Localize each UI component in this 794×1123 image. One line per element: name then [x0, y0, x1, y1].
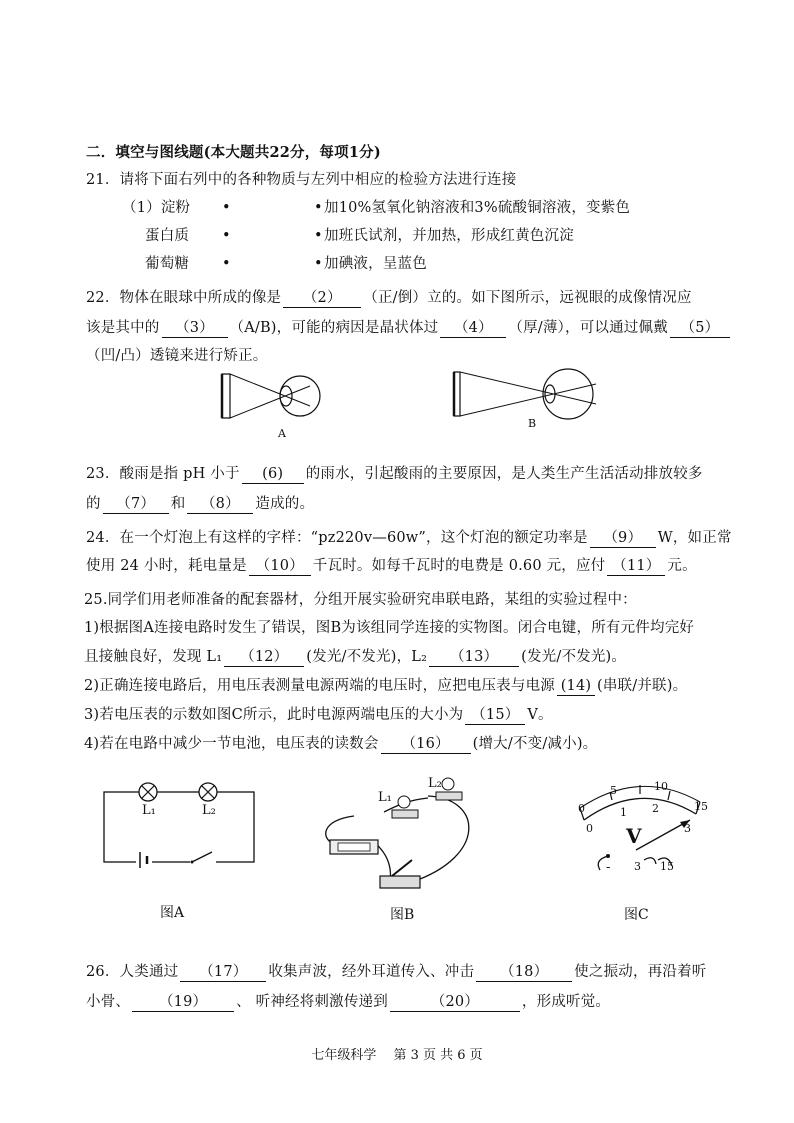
section-title: 二．填空与图线题(本大题共22分，每项1分)	[86, 144, 381, 161]
text: 收集声波，经外耳道传入、冲击	[268, 964, 475, 980]
circuit-b-l2-label: L₂	[428, 776, 442, 791]
text: W，如正常	[657, 530, 732, 546]
text: 使之振动，再沿着听	[574, 964, 707, 980]
meter-terminal-minus: -	[606, 860, 611, 875]
blank-8[interactable]: （8）	[187, 496, 253, 514]
text: 4)若在电路中减少一节电池，电压表的读数会	[84, 736, 379, 752]
text: 且接触良好，发现 L₁	[84, 649, 223, 665]
text: （A/B)，可能的病因是晶状体过	[229, 320, 439, 336]
circuit-a-l2-label: L₂	[202, 803, 216, 818]
text: （厚/薄），可以通过佩戴	[508, 320, 668, 336]
text: 该是其中的	[86, 320, 160, 336]
blank-15[interactable]: （15）	[465, 707, 525, 725]
eye-diagram-a	[210, 368, 330, 428]
text: (串联/并联)。	[596, 678, 688, 694]
meter-v-symbol: V	[626, 824, 642, 848]
q25-line-6	[84, 734, 597, 754]
text: 23．酸雨是指 pH 小于	[86, 466, 240, 482]
q25-line-1: 25.同学们用老师准备的配套器材，分组开展实验研究串联电路，某组的实验过程中：	[84, 592, 637, 608]
text: 和	[170, 496, 186, 512]
blank-5[interactable]: （5）	[670, 320, 730, 338]
blank-19[interactable]: （19）	[132, 994, 234, 1012]
eye-label-b: B	[528, 417, 537, 430]
meter-scale-3: 3	[684, 822, 691, 835]
circuit-diagram-b	[312, 776, 492, 896]
blank-3[interactable]: （3）	[162, 320, 228, 338]
q21-left-dot-1: •	[222, 200, 231, 216]
meter-terminal-15: 15	[660, 860, 674, 873]
text: （正/倒）立的。如下图所示，远视眼的成像情况应	[363, 290, 692, 306]
blank-10[interactable]: （10）	[249, 558, 311, 576]
q21-left-dot-3: •	[222, 256, 231, 272]
text: (发光/不发光)。	[521, 649, 627, 665]
circuit-b-l1-label: L₁	[378, 790, 392, 805]
circuit-diagram-a	[100, 778, 260, 868]
q26-line-2	[86, 992, 610, 1012]
q22-line-2	[86, 318, 732, 338]
meter-scale-10: 10	[654, 780, 668, 793]
blank-6[interactable]: (6)	[242, 466, 304, 484]
text: 的雨水，引起酸雨的主要原因，是人类生产生活活动排放较多	[305, 466, 703, 482]
text: 2)正确连接电路后，用电压表测量电源两端的电压时，应把电压表与电源	[84, 678, 555, 694]
blank-4[interactable]: （4）	[440, 320, 506, 338]
text: 千瓦时。如每千瓦时的电费是 0.60 元，应付	[312, 558, 606, 574]
q23-line-1	[86, 464, 703, 484]
text: 24．在一个灯泡上有这样的字样：“pz220v—60w”，这个灯泡的额定功率是	[86, 530, 588, 546]
text: 、 听神经将刺激传递到	[236, 994, 388, 1010]
blank-16[interactable]: （16）	[381, 736, 471, 754]
q21-right-dot-2: •	[314, 228, 323, 244]
q21-right-2: 加班氏试剂，并加热，形成红黄色沉淀	[324, 228, 574, 244]
text: 小骨、	[86, 994, 131, 1010]
blank-18[interactable]: （18）	[476, 964, 572, 982]
q24-line-2	[86, 556, 697, 576]
text: 22．物体在眼球中所成的像是	[86, 290, 282, 306]
q25-line-2: 1)根据图A连接电路时发生了错误，图B为该组同学连接的实物图。闭合电键，所有元件均完好	[84, 620, 695, 636]
meter-scale-1: 1	[620, 806, 627, 819]
text: 26．人类通过	[86, 964, 179, 980]
meter-scale-2: 2	[652, 802, 659, 815]
circuit-a-l1-label: L₁	[142, 803, 156, 818]
q21-right-3: 加碘液，呈蓝色	[324, 256, 427, 272]
q21-right-dot-1: •	[314, 200, 323, 216]
blank-20[interactable]: （20）	[390, 994, 520, 1012]
q25-line-4	[84, 676, 687, 696]
q23-line-2	[86, 494, 314, 514]
meter-scale-0: 0	[578, 802, 585, 815]
q26-line-1	[86, 962, 706, 982]
text: 使用 24 小时，耗电量是	[86, 558, 247, 574]
caption-c: 图C	[624, 907, 649, 923]
text: ，形成听觉。	[521, 994, 611, 1010]
text: (增大/不变/减小)。	[472, 736, 598, 752]
blank-7[interactable]: （7）	[103, 496, 169, 514]
text: (发光/不发光)，L₂	[306, 649, 428, 665]
q21-right-1: 加10%氢氧化钠溶液和3%硫酸铜溶液，变紫色	[324, 200, 631, 216]
blank-11[interactable]: （11）	[607, 558, 665, 576]
meter-scale-5: 5	[610, 784, 617, 797]
q21-left-2: 蛋白质	[145, 228, 190, 244]
q24-line-1	[86, 528, 732, 548]
q22-line-1	[86, 288, 692, 308]
text: V。	[527, 707, 553, 723]
caption-b: 图B	[390, 907, 415, 923]
blank-9[interactable]: （9）	[590, 530, 656, 548]
meter-terminal-3: 3	[634, 860, 641, 873]
meter-scale-0b: 0	[586, 822, 593, 835]
text: 的	[86, 496, 101, 512]
q25-line-5	[84, 705, 553, 725]
eye-label-a: A	[278, 427, 286, 440]
q21-left-dot-2: •	[222, 228, 231, 244]
blank-17[interactable]: （17）	[180, 964, 266, 982]
meter-scale-15: 15	[694, 800, 708, 813]
q22-line-3: （凹/凸）透镜来进行矫正。	[86, 348, 268, 364]
text: 元。	[667, 558, 697, 574]
q25-line-3	[84, 647, 626, 667]
blank-13[interactable]: （13）	[429, 649, 519, 667]
text: 造成的。	[255, 496, 315, 512]
blank-14[interactable]: (14)	[557, 678, 595, 696]
q21-stem: 21．请将下面右列中的各种物质与左列中相应的检验方法进行连接	[86, 172, 517, 188]
q21-right-dot-3: •	[314, 256, 323, 272]
caption-a: 图A	[160, 905, 185, 921]
page-footer: 七年级科学 第 3 页 共 6 页	[311, 1048, 483, 1063]
blank-2[interactable]: （2）	[283, 290, 361, 308]
q21-left-3: 葡萄糖	[145, 256, 190, 272]
text: 3)若电压表的示数如图C所示，此时电源两端电压的大小为	[84, 707, 464, 723]
blank-12[interactable]: （12）	[224, 649, 304, 667]
q21-left-1: （1）淀粉	[122, 200, 191, 216]
